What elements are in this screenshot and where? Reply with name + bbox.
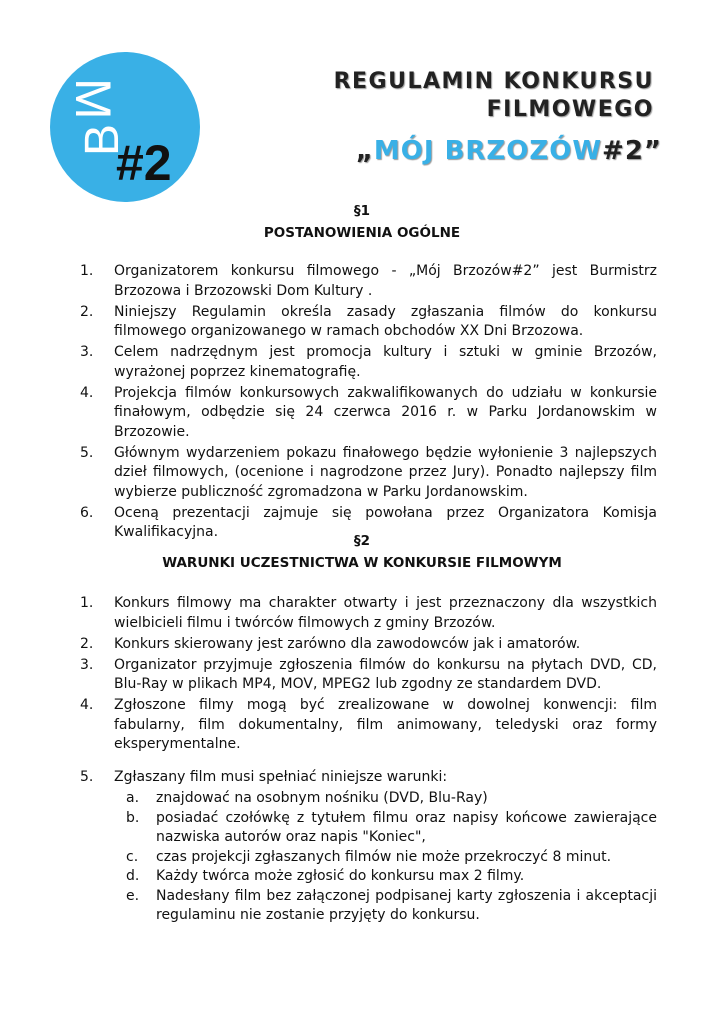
sub-item-text: czas projekcji zgłaszanych filmów nie może przekroczyć 8 minut. [156,848,612,865]
list-item [80,696,657,755]
item-text: Organizator przyjmuje zgłoszenia filmów do konkursu na płytach DVD, CD, Blu-Ray w plikach MP4, MOV, MPEG2 lub zgodny ze standardem DVD. [114,656,657,692]
logo-number: #2 [116,135,172,191]
item-text: Głównym wydarzeniem pokazu finałowego będzie wyłonienie 3 najlepszych dzieł filmowych, (ocenione i nagrodzone przez Jury). Ponadto najlepszy film wybierze publiczność zgromadzona w Parku Jordanowskim. [114,444,657,500]
sub-list-container [114,789,657,926]
sub-list-item [114,848,657,868]
item-number: 4. [80,384,94,401]
item-text: Konkurs skierowany jest zarówno dla zawodowców jak i amatorów. [114,635,581,652]
item-number: 4. [80,697,94,713]
list-item [80,384,657,443]
sub-item-letter: b. [126,809,140,826]
item-number: 6. [80,504,94,521]
item-text: Zgłoszone filmy mogą być zrealizowane w dowolnej konwencji: film fabularny, film dokumentalny, film animowany, teledyski oraz formy eksperymentalne. [114,697,657,752]
sub-item-letter: d. [126,868,140,884]
section-2-list [80,594,657,756]
item-number: 3. [80,656,94,673]
sub-list-item [114,789,657,809]
item-text: Projekcja filmów konkursowych zakwalifikowanych do udziału w konkursie finałowym, odbędzie się 24 czerwca 2016 r. w Parku Jordanowskim w Brzozowie. [114,384,657,440]
logo-letter-m: M [65,78,121,120]
item-number: 2. [80,303,94,320]
document-title [334,68,654,124]
contest-name-tag: #2” [602,136,662,166]
item-text: Niniejszy Regulamin określa zasady zgłaszania filmów do konkursu filmowego organizowanego w ramach obchodów XX Dni Brzozowa. [114,303,657,339]
contest-name-main: MÓJ BRZOZÓW [373,136,603,166]
list-item [80,303,657,342]
item-text: Oceną prezentacji zajmuje się powołana przez Organizatora Komisja Kwalifikacyjna. [114,504,657,540]
title-line-2: FILMOWEGO [486,97,654,122]
item-text: Organizatorem konkursu filmowego - „Mój Brzozów#2” jest Burmistrz Brzozowa i Brzozowski Dom Kultury . [114,263,657,299]
item-number: 2. [80,635,94,652]
item-number: 1. [80,595,94,611]
section-2-header [0,530,724,574]
list-item [80,768,657,788]
sub-list-item [114,887,657,926]
sub-item-letter: e. [126,887,140,904]
sub-item-text: Nadesłany film bez załączonej podpisanej karty zgłoszenia i akceptacji regulaminu nie zostanie przyjęty do konkursu. [156,887,657,923]
sub-item-text: posiadać czołówkę z tytułem filmu oraz napisy końcowe zawierające nazwiska autorów oraz napis "Koniec", [156,809,657,845]
item-text: Konkurs filmowy ma charakter otwarty i jest przeznaczony dla wszystkich wielbicieli filmu i twórców filmowych z gminy Brzozów. [114,595,657,631]
sub-list-item [114,867,657,887]
open-quote: „ [355,136,374,166]
sub-item-text: Każdy twórca może zgłosić do konkursu max 2 filmy. [156,868,525,884]
sub-item-letter: a. [126,790,140,806]
list-item [80,343,657,382]
item-text: Zgłaszany film musi spełniać niniejsze warunki: [114,769,448,785]
item-text: Celem nadrzędnym jest promocja kultury i sztuki w gminie Brzozów, wyrażonej poprzez kinematografię. [114,344,657,380]
section-2-item-5 [80,768,657,926]
list-item [80,594,657,633]
list-item [80,262,657,301]
section-2-title: WARUNKI UCZESTNICTWA W KONKURSIE FILMOWYM [162,555,562,571]
mb2-logo [50,52,200,202]
list-item [80,444,657,503]
item-number: 3. [80,344,94,360]
section-2-sign: §2 [353,533,371,549]
title-line-1: REGULAMIN KONKURSU [333,69,654,94]
section-1-title: POSTANOWIENIA OGÓLNE [263,225,461,241]
section-1-sign: §1 [353,203,371,219]
item-number: 5. [80,769,94,785]
sub-list [114,789,657,926]
item-number: 1. [80,263,94,279]
sub-item-text: znajdować na osobnym nośniku (DVD, Blu-Ray) [156,790,488,806]
sub-list-item [114,809,657,848]
section-1-header [0,200,724,244]
list-item [80,635,657,655]
logo-letter-b: B [76,123,129,156]
sub-item-letter: c. [126,848,139,865]
section-1-list [80,262,657,544]
item-number: 5. [80,444,94,461]
contest-name [356,136,662,166]
list-item [80,656,657,695]
